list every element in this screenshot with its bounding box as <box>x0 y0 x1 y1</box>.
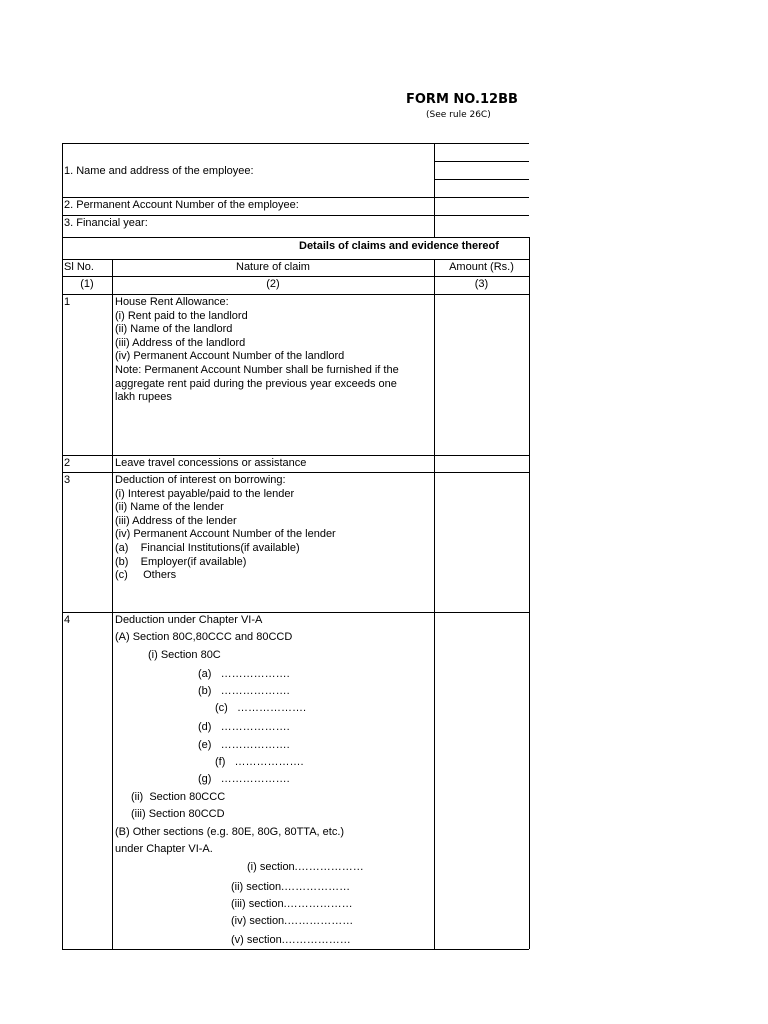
claim-line: (iv) Permanent Account Number of the lender <box>115 528 336 541</box>
claim-line: (c) Others <box>115 569 177 582</box>
section-80c-item: (b) ………………. <box>198 685 290 697</box>
col-amount-header: Amount (Rs.) <box>449 261 514 273</box>
claim-line: (a) Financial Institutions(if available) <box>115 542 300 554</box>
section-b-label: (B) Other sections (e.g. 80E, 80G, 80TTA, etc.) <box>115 826 345 838</box>
col-nature-header: Nature of claim <box>236 261 310 273</box>
financial-year-label: 3. Financial year: <box>64 217 148 229</box>
row-3-sl: 3 <box>64 474 71 486</box>
employee-pan-label: 2. Permanent Account Number of the employee: <box>64 199 299 211</box>
claim-line: (i) Rent paid to the landlord <box>115 309 248 322</box>
section-80c-item: (d) ………………. <box>198 721 290 733</box>
section-80ccd-label: (iii) Section 80CCD <box>131 808 225 820</box>
other-section-line: (v) section.……………… <box>231 934 351 946</box>
claim-line: Deduction of interest on borrowing: <box>115 474 286 486</box>
claim-line: aggregate rent paid during the previous year exceeds one <box>115 377 397 390</box>
claim-line: lakh rupees <box>115 391 172 404</box>
col-nature-number: (2) <box>266 278 280 290</box>
col-sl-header: Sl No. <box>64 261 94 273</box>
claim-line: (b) Employer(if available) <box>115 555 247 568</box>
under-chapter-label: under Chapter VI-A. <box>115 843 213 855</box>
form-title: FORM NO.12BB <box>406 92 518 107</box>
section-80c-item: (c) ………………. <box>215 702 307 714</box>
section-a-label: (A) Section 80C,80CCC and 80CCD <box>115 631 293 643</box>
claim-line: (i) Interest payable/paid to the lender <box>115 487 295 500</box>
col-amount-number: (3) <box>474 278 489 290</box>
section-80c-item: (g) ………………. <box>198 773 290 785</box>
claim-line: House Rent Allowance: <box>115 296 229 308</box>
details-heading: Details of claims and evidence thereof <box>299 240 499 252</box>
section-80ccc-label: (ii) Section 80CCC <box>131 791 226 803</box>
other-section-line: (iv) section.……………… <box>231 915 354 927</box>
col-sl-number: (1) <box>80 278 94 290</box>
other-section-line: (iii) section.……………… <box>231 898 353 910</box>
section-80c-item: (e) ………………. <box>198 739 290 751</box>
other-section-line: (ii) section.……………… <box>231 881 351 893</box>
row-1-sl: 1 <box>64 296 71 308</box>
section-80c-label: (i) Section 80C <box>148 649 221 661</box>
claim-line: Note: Permanent Account Number shall be furnished if the <box>115 364 399 376</box>
claim-line: (iii) Address of the lender <box>115 514 237 527</box>
claim-line: (ii) Name of the landlord <box>115 323 233 336</box>
row-2-sl: 2 <box>64 457 71 469</box>
claim-line: (ii) Name of the lender <box>115 501 224 514</box>
form-subtitle: (See rule 26C) <box>426 110 491 120</box>
claim-line: (iii) Address of the landlord <box>115 336 246 349</box>
chapter-vi-a-heading: Deduction under Chapter VI-A <box>115 614 263 626</box>
employee-name-address-label: 1. Name and address of the employee: <box>64 165 254 177</box>
other-section-line: (i) section.……………… <box>247 861 364 873</box>
claim-line: (iv) Permanent Account Number of the landlord <box>115 350 345 363</box>
row-4-sl: 4 <box>64 614 71 626</box>
section-80c-item: (f) ………………. <box>215 756 304 768</box>
row-2-claim: Leave travel concessions or assistance <box>115 457 307 469</box>
section-80c-item: (a) ………………. <box>198 668 290 680</box>
